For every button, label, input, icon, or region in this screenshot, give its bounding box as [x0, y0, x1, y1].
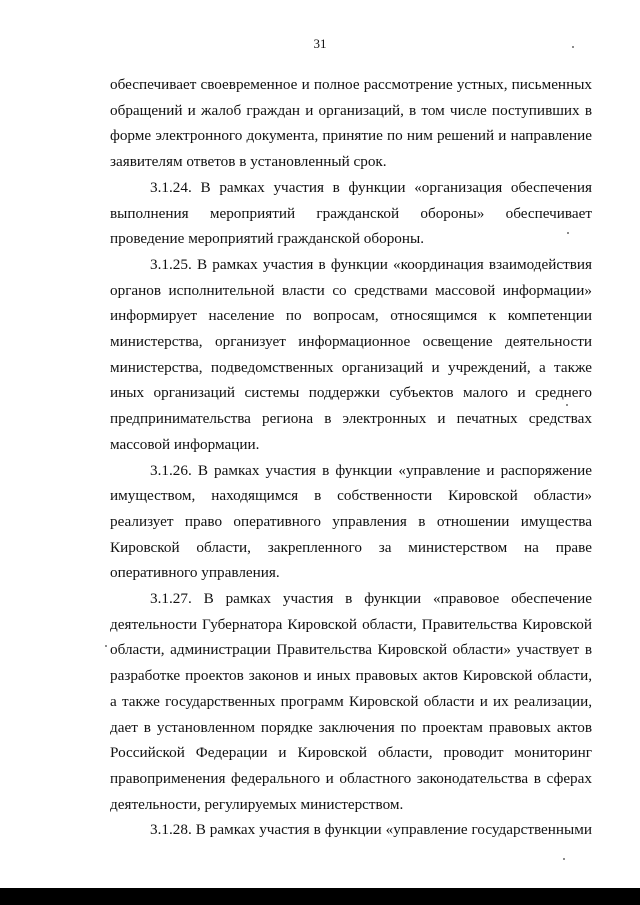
paragraph-3-1-27: 3.1.27. В рамках участия в функции «правовое обеспечение деятельности Губернатора Кировской области, Правительства Кировской области, администрации Правительства Кировской области» участвует в разработке проектов законов и иных правовых актов Кировской области, а также государственных программ Кировской области и их реализации, дает в установленном порядке заключения по проектам правовых актов Российской Федерации и Кировской области, проводит мониторинг правоприменения федерального и областного законодательства в сферах деятельности, регулируемых министерством.	[110, 590, 592, 813]
scan-speck	[563, 858, 565, 860]
paragraph-3-1-25: 3.1.25. В рамках участия в функции «координация взаимодействия органов исполнительной власти со средствами массовой информации» информирует население по вопросам, относящимся к компетенции министерства, организует информационное освещение деятельности министерства, подведомственных организаций и учреждений, а также иных организаций системы поддержки субъектов малого и среднего предпринимательства региона в электронных и печатных средствах массовой информации.	[110, 255, 592, 453]
scan-speck	[567, 232, 569, 234]
paragraph-3-1-28: 3.1.28. В рамках участия в функции «управление государственными	[150, 821, 592, 839]
scan-bottom-edge	[0, 888, 640, 905]
paragraph-3-1-26: 3.1.26. В рамках участия в функции «управление и распоряжение имуществом, находящимся в собственности Кировской области» реализует право оперативного управления в отношении имущества Кировской области, закрепленного за министерством на праве оперативного управления.	[110, 461, 592, 582]
page-number: 31	[313, 36, 327, 51]
scan-speck	[572, 46, 574, 48]
paragraph-continuation: обеспечивает своевременное и полное рассмотрение устных, письменных обращений и жалоб граждан и организаций, в том числе поступивших в форме электронного документа, принятие по ним решений и направление заявителям ответов в установленный срок.	[110, 76, 592, 171]
scan-speck	[566, 404, 568, 406]
scan-speck	[105, 645, 107, 647]
document-body	[110, 72, 592, 843]
paragraph-3-1-24: 3.1.24. В рамках участия в функции «организация обеспечения выполнения мероприятий гражданской обороны» обеспечивает проведение мероприятий гражданской обороны.	[110, 178, 592, 248]
